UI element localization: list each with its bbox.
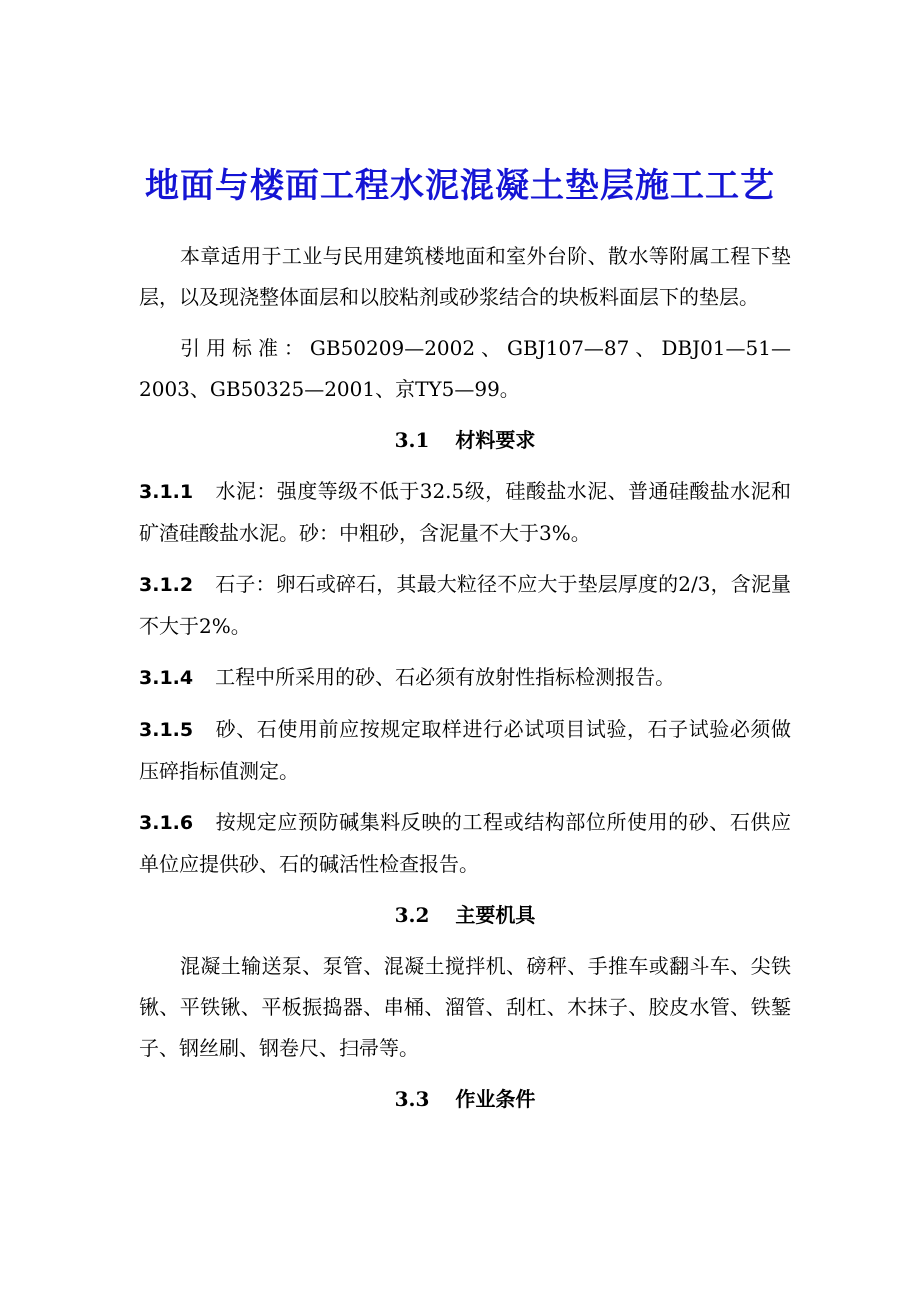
clause-number: 3.1.2: [139, 574, 194, 596]
section-heading-3-1: [139, 420, 791, 461]
equipment-paragraph: 混凝土输送泵、泵管、混凝土搅拌机、磅秤、手推车或翻斗车、尖铁锹、平铁锹、平板振捣器、串桶、溜管、刮杠、木抹子、胶皮水管、铁錾子、钢丝刷、钢卷尺、扫帚等。: [139, 954, 791, 1060]
section-title: 作业条件: [455, 1087, 536, 1111]
clause-text: 砂、石使用前应按规定取样进行必试项目试验，石子试验必须做压碎指标值测定。: [139, 717, 791, 783]
clause-3-1-1: [139, 471, 791, 554]
section-number: 3.2: [394, 903, 430, 927]
clause-3-1-4: [139, 657, 791, 699]
clause-number: 3.1.6: [139, 812, 194, 834]
clause-3-1-5: [139, 709, 791, 792]
section-number: 3.3: [394, 1087, 430, 1111]
clause-text: 水泥：强度等级不低于32.5级，硅酸盐水泥、普通硅酸盐水泥和矿渣硅酸盐水泥。砂：中粗砂，含泥量不大于3%。: [139, 479, 791, 545]
clause-number: 3.1.5: [139, 719, 194, 741]
clause-3-1-2: [139, 564, 791, 647]
section-number: 3.1: [394, 428, 430, 452]
clause-3-1-6: [139, 802, 791, 885]
section-title: 材料要求: [455, 428, 536, 452]
document-title: 地面与楼面工程水泥混凝土垫层施工工艺: [145, 166, 775, 206]
clause-number: 3.1.1: [139, 481, 194, 503]
section-heading-3-2: [139, 895, 791, 936]
clause-text: 石子：卵石或碎石，其最大粒径不应大于垫层厚度的2/3，含泥量不大于2%。: [139, 572, 791, 638]
section-heading-3-3: [139, 1079, 791, 1120]
scope-paragraph: 本章适用于工业与民用建筑楼地面和室外台阶、散水等附属工程下垫层，以及现浇整体面层和以胶粘剂或砂浆结合的块板料面层下的垫层。: [139, 244, 791, 309]
section-title: 主要机具: [455, 903, 536, 927]
clause-number: 3.1.4: [139, 667, 194, 689]
clause-text: 按规定应预防碱集料反映的工程或结构部位所使用的砂、石供应单位应提供砂、石的碱活性检查报告。: [139, 810, 791, 876]
standards-paragraph: 引用标准：GB50209—2002、GBJ107—87、DBJ01—51—2003、GB50325—2001、京TY5—99。: [139, 336, 791, 401]
clause-text: 工程中所采用的砂、石必须有放射性指标检测报告。: [215, 665, 676, 689]
document-body: [139, 236, 791, 1120]
